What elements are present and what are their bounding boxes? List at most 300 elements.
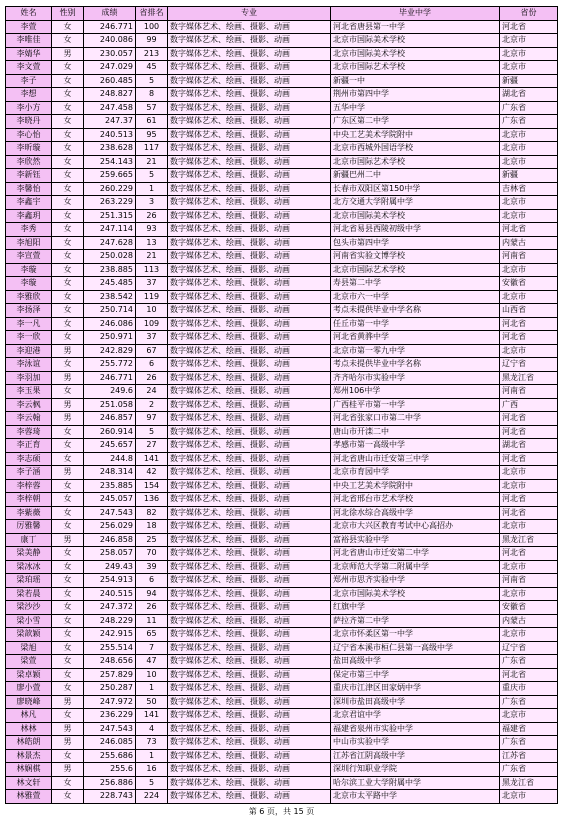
cell-name: 梁歆颖 [6, 628, 52, 642]
cell-score: 240.513 [84, 128, 136, 142]
cell-gender: 女 [52, 776, 84, 790]
cell-score: 228.743 [84, 790, 136, 804]
cell-name: 李馨怡 [6, 182, 52, 196]
cell-rank: 10 [136, 304, 168, 318]
cell-gender: 女 [52, 304, 84, 318]
cell-score: 249.6 [84, 385, 136, 399]
cell-rank: 70 [136, 547, 168, 561]
cell-gender: 女 [52, 250, 84, 264]
table-row [6, 425, 558, 439]
cell-school: 中央工艺美术学院附中 [331, 128, 500, 142]
cell-rank: 37 [136, 277, 168, 291]
cell-school: 北京市国际艺术学校 [331, 155, 500, 169]
cell-school: 重庆市江津区田家炳中学 [331, 682, 500, 696]
table-row [6, 695, 558, 709]
cell-major: 数字媒体艺术、绘画、摄影、动画 [168, 479, 331, 493]
table-row [6, 115, 558, 129]
cell-rank: 113 [136, 263, 168, 277]
cell-major: 数字媒体艺术、绘画、摄影、动画 [168, 20, 331, 34]
cell-rank: 10 [136, 668, 168, 682]
cell-school: 北京市六一中学 [331, 290, 500, 304]
table-row [6, 263, 558, 277]
cell-major: 数字媒体艺术、绘画、摄影、动画 [168, 506, 331, 520]
cell-province: 北京市 [500, 196, 558, 210]
cell-province: 黑龙江省 [500, 533, 558, 547]
cell-gender: 男 [52, 398, 84, 412]
cell-name: 李子涵 [6, 466, 52, 480]
cell-score: 246.857 [84, 412, 136, 426]
header-name: 姓名 [6, 7, 52, 21]
header-province: 省份 [500, 7, 558, 21]
cell-school: 北京市国际美术学校 [331, 209, 500, 223]
table-row [6, 790, 558, 804]
cell-major: 数字媒体艺术、绘画、摄影、动画 [168, 655, 331, 669]
cell-rank: 16 [136, 763, 168, 777]
cell-name: 李玉果 [6, 385, 52, 399]
cell-gender: 女 [52, 223, 84, 237]
cell-major: 数字媒体艺术、绘画、摄影、动画 [168, 128, 331, 142]
cell-province: 广东省 [500, 655, 558, 669]
cell-province: 北京市 [500, 290, 558, 304]
cell-major: 数字媒体艺术、绘画、摄影、动画 [168, 736, 331, 750]
cell-gender: 女 [52, 682, 84, 696]
cell-gender: 女 [52, 655, 84, 669]
table-row [6, 776, 558, 790]
cell-gender: 女 [52, 439, 84, 453]
cell-school: 北京市西城外国语学校 [331, 142, 500, 156]
cell-gender: 女 [52, 209, 84, 223]
cell-rank: 47 [136, 655, 168, 669]
cell-score: 242.829 [84, 344, 136, 358]
cell-rank: 141 [136, 709, 168, 723]
table-row [6, 344, 558, 358]
cell-major: 数字媒体艺术、绘画、摄影、动画 [168, 628, 331, 642]
cell-gender: 女 [52, 115, 84, 129]
cell-name: 林文轩 [6, 776, 52, 790]
cell-major: 数字媒体艺术、绘画、摄影、动画 [168, 223, 331, 237]
cell-name: 李一欣 [6, 331, 52, 345]
cell-gender: 女 [52, 88, 84, 102]
cell-province: 内蒙古 [500, 614, 558, 628]
cell-province: 河南省 [500, 250, 558, 264]
cell-gender: 女 [52, 493, 84, 507]
cell-score: 246.771 [84, 371, 136, 385]
cell-rank: 57 [136, 101, 168, 115]
cell-school: 郑州市思齐实验中学 [331, 574, 500, 588]
cell-school: 河北徐水综合高级中学 [331, 506, 500, 520]
score-table [5, 6, 558, 804]
cell-rank: 154 [136, 479, 168, 493]
cell-score: 238.542 [84, 290, 136, 304]
cell-name: 李羽加 [6, 371, 52, 385]
table-row [6, 74, 558, 88]
cell-name: 李雅欣 [6, 290, 52, 304]
cell-rank: 94 [136, 587, 168, 601]
cell-school: 河南省实验文博学校 [331, 250, 500, 264]
cell-score: 246.086 [84, 317, 136, 331]
cell-province: 北京市 [500, 128, 558, 142]
cell-school: 河北省唐山市迁安第二中学 [331, 547, 500, 561]
cell-province: 河北省 [500, 452, 558, 466]
cell-name: 李正育 [6, 439, 52, 453]
table-header-row [6, 7, 558, 21]
table-body [6, 20, 558, 803]
cell-rank: 5 [136, 169, 168, 183]
cell-name: 李萱 [6, 20, 52, 34]
cell-name: 廖晓峰 [6, 695, 52, 709]
cell-school: 齐齐哈尔市实验中学 [331, 371, 500, 385]
cell-major: 数字媒体艺术、绘画、摄影、动画 [168, 209, 331, 223]
cell-name: 李泳谊 [6, 358, 52, 372]
cell-gender: 女 [52, 142, 84, 156]
table-row [6, 196, 558, 210]
cell-name: 林娴棋 [6, 763, 52, 777]
table-row [6, 128, 558, 142]
table-row [6, 479, 558, 493]
cell-province: 河北省 [500, 493, 558, 507]
cell-major: 数字媒体艺术、绘画、摄影、动画 [168, 74, 331, 88]
cell-rank: 27 [136, 439, 168, 453]
cell-province: 辽宁省 [500, 641, 558, 655]
cell-province: 河北省 [500, 20, 558, 34]
cell-province: 北京市 [500, 209, 558, 223]
cell-school: 北京市第一零九中学 [331, 344, 500, 358]
cell-major: 数字媒体艺术、绘画、摄影、动画 [168, 641, 331, 655]
cell-score: 257.829 [84, 668, 136, 682]
cell-rank: 42 [136, 466, 168, 480]
cell-name: 廖小萱 [6, 682, 52, 696]
cell-province: 北京市 [500, 560, 558, 574]
cell-province: 北京市 [500, 709, 558, 723]
cell-score: 255.514 [84, 641, 136, 655]
cell-score: 238.885 [84, 263, 136, 277]
table-row [6, 317, 558, 331]
cell-score: 247.114 [84, 223, 136, 237]
cell-major: 数字媒体艺术、绘画、摄影、动画 [168, 560, 331, 574]
cell-rank: 50 [136, 695, 168, 709]
cell-rank: 2 [136, 398, 168, 412]
table-row [6, 560, 558, 574]
cell-major: 数字媒体艺术、绘画、摄影、动画 [168, 290, 331, 304]
cell-gender: 女 [52, 20, 84, 34]
cell-school: 郑州106中学 [331, 385, 500, 399]
cell-province: 河北省 [500, 547, 558, 561]
cell-major: 数字媒体艺术、绘画、摄影、动画 [168, 115, 331, 129]
cell-major: 数字媒体艺术、绘画、摄影、动画 [168, 614, 331, 628]
cell-major: 数字媒体艺术、绘画、摄影、动画 [168, 304, 331, 318]
cell-school: 河北省邢台市艺术学校 [331, 493, 500, 507]
cell-gender: 女 [52, 263, 84, 277]
cell-gender: 女 [52, 128, 84, 142]
cell-school: 辽宁省本溪市桓仁县第一高级中学 [331, 641, 500, 655]
table-row [6, 574, 558, 588]
cell-name: 李鑫宇 [6, 196, 52, 210]
cell-rank: 39 [136, 560, 168, 574]
cell-score: 246.858 [84, 533, 136, 547]
cell-rank: 24 [136, 385, 168, 399]
table-row [6, 547, 558, 561]
cell-province: 北京市 [500, 263, 558, 277]
cell-name: 李心怡 [6, 128, 52, 142]
cell-name: 林雅萱 [6, 790, 52, 804]
cell-name: 梁珀瑶 [6, 574, 52, 588]
cell-school: 红旗中学 [331, 601, 500, 615]
cell-major: 数字媒体艺术、绘画、摄影、动画 [168, 317, 331, 331]
table-row [6, 385, 558, 399]
cell-major: 数字媒体艺术、绘画、摄影、动画 [168, 722, 331, 736]
cell-rank: 8 [136, 88, 168, 102]
cell-name: 梁若晨 [6, 587, 52, 601]
cell-major: 数字媒体艺术、绘画、摄影、动画 [168, 358, 331, 372]
cell-gender: 男 [52, 466, 84, 480]
cell-province: 北京市 [500, 520, 558, 534]
cell-name: 李唯佳 [6, 34, 52, 48]
cell-major: 数字媒体艺术、绘画、摄影、动画 [168, 547, 331, 561]
cell-major: 数字媒体艺术、绘画、摄影、动画 [168, 182, 331, 196]
cell-gender: 女 [52, 790, 84, 804]
cell-school: 中山市实验中学 [331, 736, 500, 750]
cell-rank: 95 [136, 128, 168, 142]
cell-name: 李新钰 [6, 169, 52, 183]
cell-province: 河北省 [500, 223, 558, 237]
cell-major: 数字媒体艺术、绘画、摄影、动画 [168, 250, 331, 264]
cell-name: 李迎港 [6, 344, 52, 358]
cell-rank: 37 [136, 331, 168, 345]
header-rank: 省排名 [136, 7, 168, 21]
cell-gender: 男 [52, 371, 84, 385]
cell-province: 重庆市 [500, 682, 558, 696]
cell-score: 251.058 [84, 398, 136, 412]
cell-province: 广东省 [500, 695, 558, 709]
table-row [6, 493, 558, 507]
table-row [6, 34, 558, 48]
cell-province: 北京市 [500, 344, 558, 358]
cell-score: 246.771 [84, 20, 136, 34]
cell-school: 广东区第二中学 [331, 115, 500, 129]
cell-score: 245.657 [84, 439, 136, 453]
cell-major: 数字媒体艺术、绘画、摄影、动画 [168, 412, 331, 426]
table-row [6, 101, 558, 115]
cell-school: 长春市双阳区第150中学 [331, 182, 500, 196]
header-score: 成绩 [84, 7, 136, 21]
cell-major: 数字媒体艺术、绘画、摄影、动画 [168, 695, 331, 709]
cell-rank: 119 [136, 290, 168, 304]
page-footer: 第 6 页，共 15 页 [248, 807, 315, 816]
cell-school: 考点未提供毕业中学名称 [331, 358, 500, 372]
cell-rank: 21 [136, 250, 168, 264]
cell-score: 248.656 [84, 655, 136, 669]
cell-name: 梁小雪 [6, 614, 52, 628]
cell-school: 孝感市第一高级中学 [331, 439, 500, 453]
cell-major: 数字媒体艺术、绘画、摄影、动画 [168, 61, 331, 75]
cell-gender: 女 [52, 385, 84, 399]
cell-school: 深圳市盐田高级中学 [331, 695, 500, 709]
cell-score: 255.6 [84, 763, 136, 777]
cell-major: 数字媒体艺术、绘画、摄影、动画 [168, 790, 331, 804]
table-row [6, 641, 558, 655]
cell-score: 247.372 [84, 601, 136, 615]
table-row [6, 88, 558, 102]
cell-major: 数字媒体艺术、绘画、摄影、动画 [168, 344, 331, 358]
cell-score: 236.229 [84, 709, 136, 723]
cell-gender: 女 [52, 358, 84, 372]
cell-score: 260.229 [84, 182, 136, 196]
cell-major: 数字媒体艺术、绘画、摄影、动画 [168, 533, 331, 547]
cell-province: 河北省 [500, 331, 558, 345]
cell-gender: 女 [52, 74, 84, 88]
cell-score: 250.028 [84, 250, 136, 264]
cell-province: 安徽省 [500, 277, 558, 291]
cell-name: 林凡 [6, 709, 52, 723]
table-row [6, 358, 558, 372]
cell-major: 数字媒体艺术、绘画、摄影、动画 [168, 101, 331, 115]
cell-name: 李昕璇 [6, 142, 52, 156]
header-major: 专业 [168, 7, 331, 21]
cell-name: 李蓉琦 [6, 425, 52, 439]
cell-score: 256.886 [84, 776, 136, 790]
cell-rank: 5 [136, 74, 168, 88]
cell-name: 李璇 [6, 277, 52, 291]
cell-name: 林景杰 [6, 749, 52, 763]
cell-rank: 82 [136, 506, 168, 520]
cell-score: 235.885 [84, 479, 136, 493]
cell-name: 李婧华 [6, 47, 52, 61]
cell-gender: 女 [52, 601, 84, 615]
cell-rank: 6 [136, 358, 168, 372]
cell-school: 北京市怀柔区第一中学 [331, 628, 500, 642]
cell-rank: 67 [136, 344, 168, 358]
cell-province: 黑龙江省 [500, 776, 558, 790]
cell-name: 李晓丹 [6, 115, 52, 129]
cell-school: 北京市国际美术学校 [331, 34, 500, 48]
table-row [6, 452, 558, 466]
table-row [6, 182, 558, 196]
cell-gender: 女 [52, 277, 84, 291]
cell-gender: 女 [52, 614, 84, 628]
cell-score: 244.8 [84, 452, 136, 466]
cell-gender: 女 [52, 61, 84, 75]
cell-gender: 女 [52, 520, 84, 534]
cell-rank: 109 [136, 317, 168, 331]
cell-gender: 女 [52, 749, 84, 763]
cell-province: 北京市 [500, 790, 558, 804]
table-row [6, 169, 558, 183]
cell-major: 数字媒体艺术、绘画、摄影、动画 [168, 236, 331, 250]
table-row [6, 749, 558, 763]
cell-rank: 7 [136, 641, 168, 655]
cell-name: 李云翰 [6, 412, 52, 426]
cell-gender: 女 [52, 547, 84, 561]
cell-rank: 1 [136, 682, 168, 696]
cell-major: 数字媒体艺术、绘画、摄影、动画 [168, 88, 331, 102]
cell-school: 盐田高级中学 [331, 655, 500, 669]
cell-gender: 女 [52, 628, 84, 642]
cell-school: 任丘市第一中学 [331, 317, 500, 331]
cell-major: 数字媒体艺术、绘画、摄影、动画 [168, 601, 331, 615]
cell-major: 数字媒体艺术、绘画、摄影、动画 [168, 263, 331, 277]
cell-major: 数字媒体艺术、绘画、摄影、动画 [168, 425, 331, 439]
cell-gender: 女 [52, 506, 84, 520]
cell-gender: 女 [52, 196, 84, 210]
cell-score: 248.229 [84, 614, 136, 628]
cell-gender: 男 [52, 47, 84, 61]
cell-major: 数字媒体艺术、绘画、摄影、动画 [168, 385, 331, 399]
cell-gender: 女 [52, 668, 84, 682]
cell-name: 李璇 [6, 263, 52, 277]
cell-score: 254.913 [84, 574, 136, 588]
cell-province: 北京市 [500, 155, 558, 169]
cell-score: 248.827 [84, 88, 136, 102]
cell-province: 广东省 [500, 736, 558, 750]
cell-gender: 女 [52, 479, 84, 493]
cell-rank: 6 [136, 574, 168, 588]
cell-score: 245.485 [84, 277, 136, 291]
cell-rank: 13 [136, 236, 168, 250]
cell-name: 李旭阳 [6, 236, 52, 250]
cell-score: 242.915 [84, 628, 136, 642]
cell-name: 李云枫 [6, 398, 52, 412]
cell-province: 福建省 [500, 722, 558, 736]
table-row [6, 236, 558, 250]
cell-school: 河北省张家口市第二中学 [331, 412, 500, 426]
cell-province: 湖北省 [500, 439, 558, 453]
score-table-sheet [5, 6, 557, 804]
cell-rank: 26 [136, 601, 168, 615]
cell-school: 北京市国际艺术学校 [331, 263, 500, 277]
cell-gender: 女 [52, 560, 84, 574]
cell-name: 厉雅馨 [6, 520, 52, 534]
cell-name: 李宣萱 [6, 250, 52, 264]
cell-school: 河北省易县西陵初级中学 [331, 223, 500, 237]
cell-school: 江苏省江阴高级中学 [331, 749, 500, 763]
cell-major: 数字媒体艺术、绘画、摄影、动画 [168, 439, 331, 453]
cell-score: 250.287 [84, 682, 136, 696]
cell-rank: 25 [136, 533, 168, 547]
table-row [6, 250, 558, 264]
cell-rank: 65 [136, 628, 168, 642]
cell-province: 黑龙江省 [500, 371, 558, 385]
cell-province: 北京市 [500, 628, 558, 642]
table-row [6, 20, 558, 34]
cell-province: 吉林省 [500, 182, 558, 196]
cell-school: 北京师范大学第二附属中学 [331, 560, 500, 574]
cell-name: 李志硕 [6, 452, 52, 466]
cell-major: 数字媒体艺术、绘画、摄影、动画 [168, 47, 331, 61]
cell-major: 数字媒体艺术、绘画、摄影、动画 [168, 34, 331, 48]
cell-school: 广西桂平市第一中学 [331, 398, 500, 412]
cell-major: 数字媒体艺术、绘画、摄影、动画 [168, 668, 331, 682]
cell-score: 251.315 [84, 209, 136, 223]
cell-name: 李鑫玥 [6, 209, 52, 223]
cell-school: 寿县第二中学 [331, 277, 500, 291]
cell-school: 萨拉齐第二中学 [331, 614, 500, 628]
cell-province: 内蒙古 [500, 236, 558, 250]
cell-major: 数字媒体艺术、绘画、摄影、动画 [168, 331, 331, 345]
cell-major: 数字媒体艺术、绘画、摄影、动画 [168, 196, 331, 210]
cell-province: 北京市 [500, 47, 558, 61]
cell-major: 数字媒体艺术、绘画、摄影、动画 [168, 749, 331, 763]
cell-province: 北京市 [500, 466, 558, 480]
cell-gender: 女 [52, 101, 84, 115]
cell-rank: 21 [136, 155, 168, 169]
header-gender: 性别 [52, 7, 84, 21]
cell-province: 山西省 [500, 304, 558, 318]
cell-name: 李梓蓉 [6, 479, 52, 493]
cell-rank: 136 [136, 493, 168, 507]
cell-score: 260.914 [84, 425, 136, 439]
cell-name: 梁冰冰 [6, 560, 52, 574]
cell-gender: 女 [52, 169, 84, 183]
